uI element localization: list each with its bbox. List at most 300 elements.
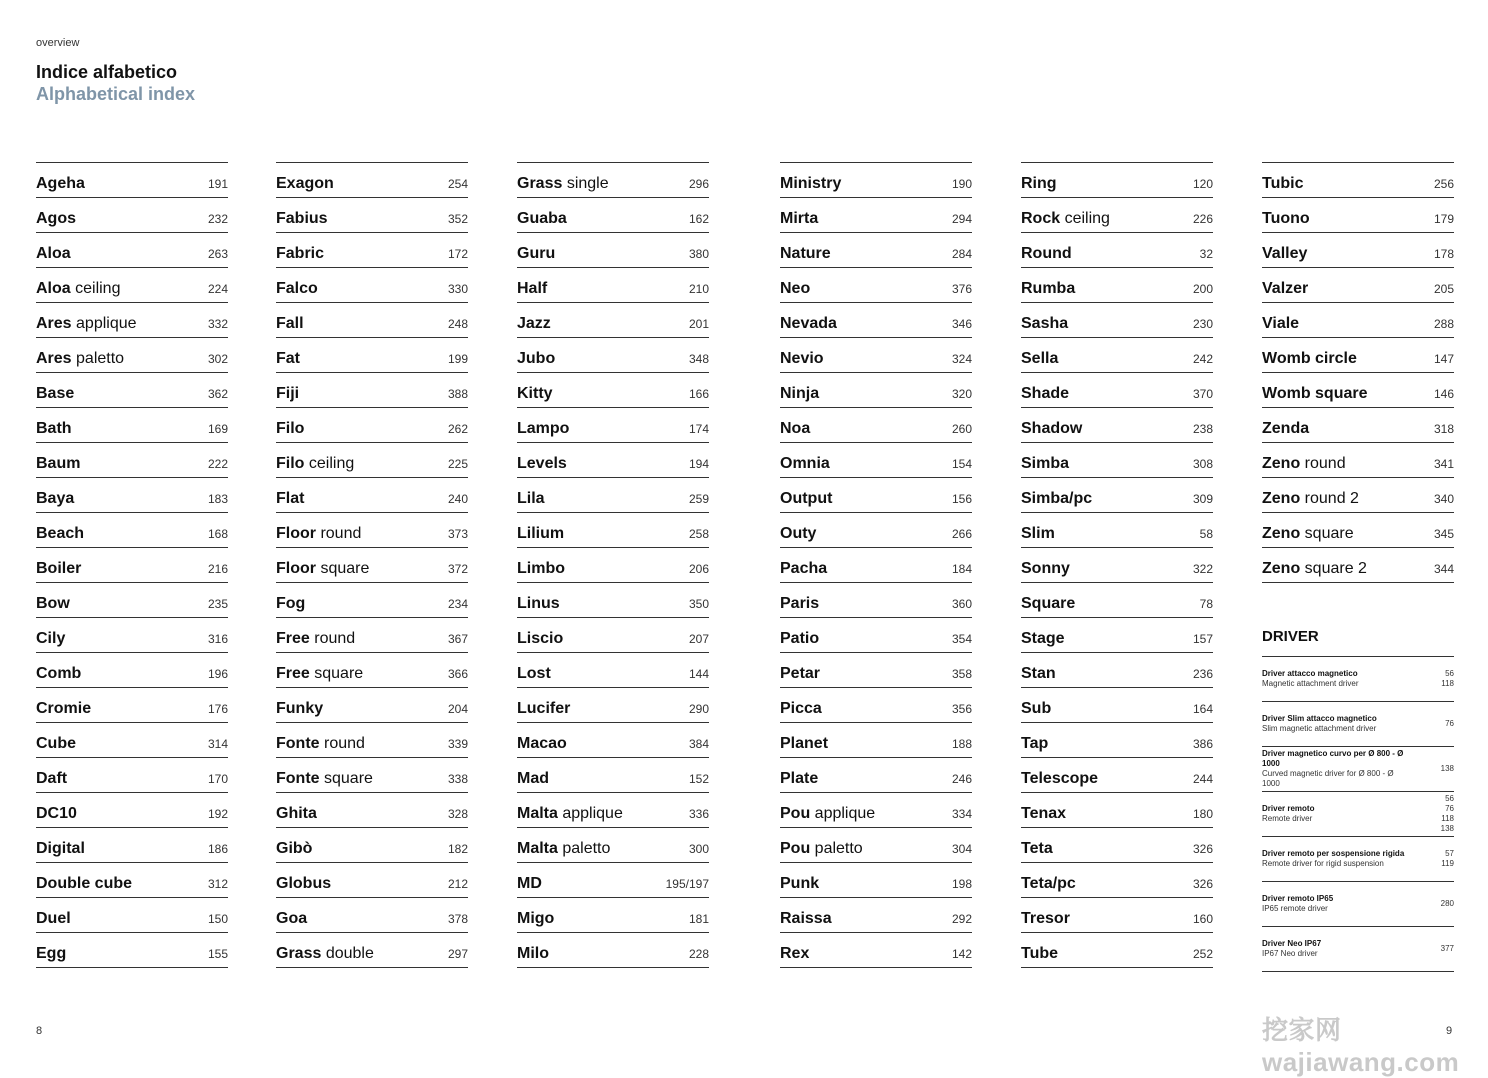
index-entry-name: [1021, 945, 1058, 963]
index-entry-name-bold: Patio: [780, 630, 820, 647]
index-entry: [517, 198, 709, 233]
index-entry: [1262, 303, 1454, 338]
index-entry-name-bold: Free: [276, 630, 310, 647]
index-entry-page: 242: [1192, 352, 1213, 366]
driver-entry-name-italian: Driver remoto IP65: [1262, 894, 1334, 903]
driver-entry-page: 76: [1445, 719, 1454, 728]
index-entry-name-bold: Mirta: [780, 210, 819, 227]
driver-entry-name-english: Remote driver: [1262, 814, 1313, 823]
index-entry-name: [1021, 175, 1057, 193]
index-entry-name: [780, 245, 831, 263]
driver-entry: [1262, 927, 1454, 972]
index-entry-name-bold: Raissa: [780, 910, 832, 927]
index-entry: [36, 338, 228, 373]
index-entry-page: 384: [688, 737, 709, 751]
index-entry-name: [1262, 315, 1299, 333]
index-entry-name-bold: Tenax: [1021, 805, 1067, 822]
index-entry: [36, 408, 228, 443]
index-entry-name-bold: Zeno: [1262, 490, 1301, 507]
index-entry-page: 380: [688, 247, 709, 261]
index-entry: [780, 198, 972, 233]
index-entry: [780, 828, 972, 863]
index-entry: [1021, 303, 1213, 338]
driver-entry-page: 280: [1440, 899, 1454, 908]
index-entry-page: 186: [207, 842, 228, 856]
index-entry: [517, 688, 709, 723]
index-entry: [517, 338, 709, 373]
index-entry-name-bold: Duel: [36, 910, 71, 927]
index-entry-name-suffix: double: [321, 945, 374, 962]
index-entry-name: [780, 455, 830, 473]
index-entry-name-bold: Fonte: [276, 770, 320, 787]
index-entry-page: 284: [951, 247, 972, 261]
index-entry-page: 169: [207, 422, 228, 436]
index-entry: [517, 163, 709, 198]
index-entry-name-bold: Funky: [276, 700, 324, 717]
index-entry-name-bold: Neo: [780, 280, 811, 297]
index-entry-name-suffix: round: [309, 630, 356, 647]
index-entry-name: [276, 280, 318, 298]
index-entry-name: [36, 700, 91, 718]
index-entry-name: [276, 245, 324, 263]
index-entry: [1021, 723, 1213, 758]
driver-entry-name-italian: Driver attacco magnetico: [1262, 669, 1358, 678]
index-entry-name: [517, 945, 549, 963]
index-entry: [1021, 793, 1213, 828]
index-entry-page: 194: [688, 457, 709, 471]
index-entry: [276, 933, 468, 968]
index-entry-name: [780, 700, 822, 718]
index-entry: [780, 583, 972, 618]
index-entry-name: [780, 420, 810, 438]
index-entry-page: 144: [688, 667, 709, 681]
index-entry-name-bold: Mad: [517, 770, 549, 787]
index-entry-name: [1021, 350, 1058, 368]
index-entry-page: 296: [688, 177, 709, 191]
index-entry-page: 340: [1433, 492, 1454, 506]
index-entry-name: [517, 875, 542, 893]
index-entry-name-bold: Jazz: [517, 315, 551, 332]
index-entry-name: [36, 945, 66, 963]
index-entry-name: [276, 350, 300, 368]
index-entry: [517, 863, 709, 898]
index-entry-name-suffix: square: [316, 560, 370, 577]
index-entry-name-suffix: applique: [71, 315, 137, 332]
index-entry: [517, 233, 709, 268]
index-entry-page: 205: [1433, 282, 1454, 296]
index-entry-name: [1262, 385, 1368, 403]
index-entry-name: [276, 175, 334, 193]
index-entry-name: [780, 805, 875, 823]
index-entry-name-suffix: paletto: [557, 840, 611, 857]
index-entry-name-bold: Lost: [517, 665, 551, 682]
index-entry-page: 240: [447, 492, 468, 506]
index-entry-name-bold: MD: [517, 875, 542, 892]
index-entry-name: [1021, 805, 1066, 823]
index-entry-page: 330: [447, 282, 468, 296]
index-entry: [1021, 338, 1213, 373]
index-entry-name-bold: Lila: [517, 490, 545, 507]
driver-entry: [1262, 747, 1454, 792]
index-entry: [780, 618, 972, 653]
driver-entry-pages: [1441, 899, 1454, 909]
index-entry-page: 190: [951, 177, 972, 191]
index-entry: [276, 373, 468, 408]
index-entry-name-bold: Kitty: [517, 385, 553, 402]
index-entry-name-suffix: ceiling: [304, 455, 355, 472]
index-entry-page: 78: [1199, 597, 1213, 611]
index-entry-name: [276, 875, 331, 893]
index-entry-page: 263: [207, 247, 228, 261]
index-entry-name: [1021, 455, 1069, 473]
driver-entry: [1262, 882, 1454, 927]
index-entry-name: [1021, 630, 1065, 648]
index-entry-page: 339: [447, 737, 468, 751]
index-entry-name: [1262, 210, 1310, 228]
index-entry-page: 182: [447, 842, 468, 856]
index-entry-name-bold: Zenda: [1262, 420, 1310, 437]
index-entry: [1262, 513, 1454, 548]
index-entry: [36, 268, 228, 303]
index-entry-page: 226: [1192, 212, 1213, 226]
index-entry-name: [276, 735, 365, 753]
index-entry-name-bold: Paris: [780, 595, 820, 612]
index-entry-name-bold: Lilium: [517, 525, 565, 542]
index-entry-name-bold: Filo: [276, 420, 305, 437]
index-entry-name-bold: Levels: [517, 455, 567, 472]
index-entry-name-bold: Womb circle: [1262, 350, 1357, 367]
index-entry: [276, 618, 468, 653]
page-title-english: Alphabetical index: [36, 84, 196, 104]
index-entry: [517, 933, 709, 968]
index-entry-name: [1262, 175, 1303, 193]
index-entry: [276, 688, 468, 723]
index-entry: [1262, 338, 1454, 373]
index-entry: [1021, 233, 1213, 268]
index-entry-page: 362: [207, 387, 228, 401]
driver-entry: [1262, 837, 1454, 882]
index-entry-name: [276, 420, 304, 438]
index-entry-name-bold: Ares: [36, 315, 72, 332]
index-entry-name-bold: Grass: [517, 175, 563, 192]
index-entry-page: 294: [951, 212, 972, 226]
index-entry: [517, 478, 709, 513]
index-entry-name-bold: Womb square: [1262, 385, 1368, 402]
driver-entry-text: [1262, 804, 1412, 824]
index-entry: [36, 548, 228, 583]
index-entry-page: 318: [1433, 422, 1454, 436]
index-entry: [1021, 863, 1213, 898]
index-entry-name: [1021, 315, 1068, 333]
index-entry-name: [517, 420, 569, 438]
index-entry-name-bold: Ares: [36, 350, 72, 367]
index-entry-name: [36, 210, 76, 228]
driver-entry-pages: [1441, 794, 1454, 834]
index-entry-name-bold: Daft: [36, 770, 68, 787]
index-entry: [517, 618, 709, 653]
index-entry-page: 314: [207, 737, 228, 751]
index-entry-page: 348: [688, 352, 709, 366]
index-entry: [1021, 548, 1213, 583]
index-entry-name: [1021, 490, 1092, 508]
index-entry-page: 388: [447, 387, 468, 401]
index-entry-name-bold: Filo: [276, 455, 305, 472]
index-entry-name-bold: Valley: [1262, 245, 1308, 262]
index-entry-page: 204: [447, 702, 468, 716]
index-entry-page: 170: [207, 772, 228, 786]
driver-entry-name-italian: Driver Neo IP67: [1262, 939, 1322, 948]
index-entry-page: 196: [207, 667, 228, 681]
index-entry-name-suffix: applique: [810, 805, 876, 822]
index-entry-name: [1021, 665, 1056, 683]
index-entry-page: 230: [1192, 317, 1213, 331]
index-entry-name: [780, 280, 810, 298]
index-entry-name: [517, 735, 567, 753]
index-entry-name-bold: Pacha: [780, 560, 828, 577]
index-entry-name: [780, 175, 841, 193]
index-entry-name-bold: Aloa: [36, 245, 71, 262]
driver-entry-page: 118: [1441, 814, 1454, 823]
index-entry: [1021, 758, 1213, 793]
index-entry: [276, 653, 468, 688]
index-entry: [780, 303, 972, 338]
index-entry-name-bold: Guru: [517, 245, 556, 262]
index-entry-page: 290: [688, 702, 709, 716]
index-entry-page: 206: [688, 562, 709, 576]
index-entry-name-suffix: paletto: [810, 840, 863, 857]
index-entry-page: 195/197: [665, 877, 709, 891]
index-entry-name: [36, 665, 81, 683]
index-entry-name: [1021, 420, 1082, 438]
index-entry-name: [517, 770, 549, 788]
index-entry-name: [780, 315, 837, 333]
index-entry-name-bold: Viale: [1262, 315, 1300, 332]
index-entry: [1021, 163, 1213, 198]
index-entry: [517, 513, 709, 548]
index-entry-name-bold: Rex: [780, 945, 810, 962]
index-entry: [517, 268, 709, 303]
index-entry: [780, 443, 972, 478]
driver-entry-page: 56: [1445, 669, 1454, 678]
index-entry-page: 248: [447, 317, 468, 331]
index-entry: [36, 513, 228, 548]
index-entry-page: 244: [1192, 772, 1213, 786]
index-entry-page: 236: [1192, 667, 1213, 681]
index-entry-name-bold: Fog: [276, 595, 306, 612]
index-entry-name-suffix: round 2: [1300, 490, 1359, 507]
index-entry: [36, 443, 228, 478]
index-column-2: [276, 162, 468, 968]
index-entry: [1262, 408, 1454, 443]
index-entry-name-bold: Linus: [517, 595, 560, 612]
index-entry: [780, 933, 972, 968]
index-entry-page: 312: [207, 877, 228, 891]
index-entry-name: [36, 805, 77, 823]
index-entry-name: [517, 700, 570, 718]
index-entry-name-bold: Noa: [780, 420, 811, 437]
index-entry: [36, 373, 228, 408]
index-entry-name-bold: Lucifer: [517, 700, 571, 717]
index-entry-name-bold: Plate: [780, 770, 819, 787]
index-entry-page: 260: [951, 422, 972, 436]
index-entry-page: 180: [1192, 807, 1213, 821]
index-entry-name-suffix: single: [562, 175, 609, 192]
index-entry: [780, 268, 972, 303]
index-entry-page: 367: [447, 632, 468, 646]
index-entry-name-bold: Stan: [1021, 665, 1056, 682]
index-entry-name: [276, 560, 369, 578]
page-title-italian: Indice alfabetico: [36, 62, 178, 82]
index-entry-page: 150: [207, 912, 228, 926]
index-entry: [1262, 443, 1454, 478]
index-entry-name-bold: Punk: [780, 875, 820, 892]
index-entry-page: 235: [207, 597, 228, 611]
index-entry-name-bold: Zeno: [1262, 455, 1301, 472]
index-entry-name-bold: Outy: [780, 525, 817, 542]
index-entry-page: 292: [951, 912, 972, 926]
index-entry-name: [276, 630, 355, 648]
index-entry-page: 234: [447, 597, 468, 611]
index-entry: [276, 303, 468, 338]
index-entry-page: 238: [1192, 422, 1213, 436]
index-entry-name-bold: Tubic: [1262, 175, 1304, 192]
index-entry-name: [517, 630, 563, 648]
index-entry-name: [36, 315, 137, 333]
index-entry: [517, 758, 709, 793]
driver-entry-text: [1262, 849, 1412, 869]
driver-heading: DRIVER: [1262, 628, 1319, 645]
index-entry-name-bold: Agos: [36, 210, 76, 227]
index-entry-page: 376: [951, 282, 972, 296]
index-column-5: [1021, 162, 1213, 968]
index-entry-name-bold: Egg: [36, 945, 67, 962]
driver-entry-page: 377: [1440, 944, 1454, 953]
index-entry-name: [1262, 455, 1346, 473]
index-entry-name-bold: Nevio: [780, 350, 824, 367]
index-entry-name: [780, 490, 832, 508]
index-entry: [1021, 408, 1213, 443]
index-entry-page: 358: [951, 667, 972, 681]
index-entry-page: 266: [951, 527, 972, 541]
index-entry: [276, 863, 468, 898]
index-entry-name: [1262, 560, 1367, 578]
index-entry-name-bold: Fabius: [276, 210, 328, 227]
index-entry-page: 207: [688, 632, 709, 646]
index-entry-name-bold: Tresor: [1021, 910, 1070, 927]
index-entry: [276, 793, 468, 828]
index-entry-name-bold: Tap: [1021, 735, 1049, 752]
index-entry-page: 155: [207, 947, 228, 961]
index-entry: [517, 653, 709, 688]
index-entry-name: [36, 735, 76, 753]
index-entry-name: [1262, 420, 1309, 438]
index-entry-name: [36, 245, 71, 263]
index-entry-page: 192: [207, 807, 228, 821]
index-entry-name: [780, 210, 818, 228]
driver-entry: [1262, 657, 1454, 702]
index-entry-name: [1021, 280, 1075, 298]
index-entry-name: [276, 210, 328, 228]
index-entry: [276, 723, 468, 758]
index-entry-page: 212: [447, 877, 468, 891]
index-entry-name-bold: Goa: [276, 910, 308, 927]
index-entry-name: [1021, 245, 1072, 263]
index-entry-name: [1021, 910, 1070, 928]
index-entry-name-bold: Ageha: [36, 175, 85, 192]
index-entry-name-bold: Guaba: [517, 210, 567, 227]
page-number-right: 9: [1446, 1025, 1453, 1037]
index-entry-name-bold: Nature: [780, 245, 831, 262]
index-entry: [276, 478, 468, 513]
index-entry-page: 224: [207, 282, 228, 296]
index-entry-name-bold: Sub: [1021, 700, 1052, 717]
index-entry-page: 258: [688, 527, 709, 541]
index-entry-page: 184: [951, 562, 972, 576]
index-entry-name: [36, 630, 65, 648]
index-entry-name: [36, 840, 85, 858]
index-entry-page: 356: [951, 702, 972, 716]
index-column-1: [36, 162, 228, 968]
index-entry-name: [1021, 735, 1048, 753]
index-entry-name-bold: Fiji: [276, 385, 300, 402]
index-entry: [1021, 478, 1213, 513]
index-entry-page: 181: [688, 912, 709, 926]
index-entry-page: 316: [207, 632, 228, 646]
index-entry-page: 288: [1433, 317, 1454, 331]
index-entry: [1021, 373, 1213, 408]
index-entry: [780, 478, 972, 513]
index-entry-name: [276, 595, 305, 613]
index-entry-name-bold: Sonny: [1021, 560, 1070, 577]
index-entry-name: [36, 175, 85, 193]
index-entry: [780, 338, 972, 373]
index-entry-name: [780, 875, 819, 893]
index-entry-page: 259: [688, 492, 709, 506]
index-entry-page: 308: [1192, 457, 1213, 471]
index-entry-name: [1021, 385, 1069, 403]
index-entry-name-bold: DC10: [36, 805, 77, 822]
index-entry: [780, 653, 972, 688]
driver-entry: [1262, 702, 1454, 747]
index-entry-page: 309: [1192, 492, 1213, 506]
index-entry-page: 334: [951, 807, 972, 821]
index-entry-page: 232: [207, 212, 228, 226]
index-entry: [780, 513, 972, 548]
index-entry-name: [1021, 560, 1070, 578]
index-entry-name-bold: Sasha: [1021, 315, 1069, 332]
index-entry-page: 157: [1192, 632, 1213, 646]
index-entry-page: 350: [688, 597, 709, 611]
index-entry-page: 176: [207, 702, 228, 716]
index-entry-name: [780, 595, 819, 613]
index-entry: [36, 933, 228, 968]
index-entry: [517, 723, 709, 758]
index-entry-name: [276, 525, 361, 543]
index-entry: [1021, 268, 1213, 303]
index-entry: [276, 198, 468, 233]
index-entry-page: 341: [1433, 457, 1454, 471]
driver-entry-page: 57: [1445, 849, 1454, 858]
index-entry-name-bold: Pou: [780, 840, 811, 857]
index-entry-page: 338: [447, 772, 468, 786]
index-entry: [1021, 443, 1213, 478]
index-entry-name-bold: Floor: [276, 560, 316, 577]
index-entry-name: [1021, 770, 1098, 788]
index-entry-page: 201: [688, 317, 709, 331]
index-entry-name: [780, 840, 863, 858]
index-entry: [1021, 828, 1213, 863]
index-entry: [1021, 583, 1213, 618]
